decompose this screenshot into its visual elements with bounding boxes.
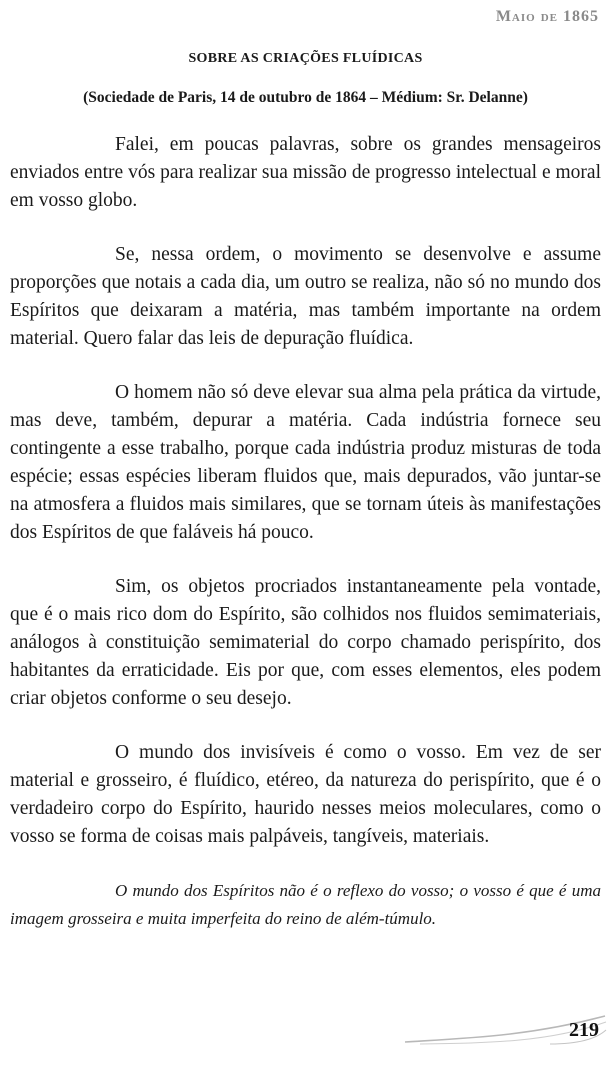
running-header: Maio de 1865 [495,8,599,25]
paragraph-2: Se, nessa ordem, o movimento se desenvolve e assume proporções que notais a cada dia, um outro se realiza, não só no mundo dos Espíritos que deixaram a matéria, mas também importante na ordem material. Quero falar das leis de depuração fluídica. [10,244,601,349]
paragraph-1: Falei, em poucas palavras, sobre os grandes mensageiros enviados entre vós para realizar sua missão de progresso intelectual e moral em vosso globo. [10,134,601,211]
paragraph-3: O homem não só deve elevar sua alma pela prática da virtude, mas deve, também, depurar a matéria. Cada indústria fornece seu contingente a esse trabalho, porque cada indústria produz misturas de toda espécie; essas espécies liberam fluidos que, mais depurados, vão juntar-se na atmosfera a fluidos mais similares, que se tornam úteis às manifestações dos Espíritos de que faláveis há pouco. [10,382,601,543]
closing-italic-paragraph: O mundo dos Espíritos não é o reflexo do vosso; o vosso é que é uma imagem grosseira e muita imperfeita do reino de além-túmulo. [10,881,601,928]
article-title: SOBRE AS CRIAÇÕES FLUÍDICAS [188,51,423,66]
article-subtitle: (Sociedade de Paris, 14 de outubro de 1864 – Médium: Sr. Delanne) [83,89,528,106]
paragraph-5: O mundo dos invisíveis é como o vosso. Em vez de ser material e grosseiro, é fluídico, etéreo, da natureza do perispírito, que é o verdadeiro corpo do Espírito, haurido nesses meios moleculares, como o vosso se forma de coisas mais palpáveis, tangíveis, materiais. [10,742,601,847]
paragraph-4: Sim, os objetos procriados instantaneamente pela vontade, que é o mais rico dom do Espírito, são colhidos nos fluidos semimateriais, análogos à constituição semimaterial do corpo chamado perispírito, dos habitantes da erraticidade. Eis por que, com esses elementos, eles podem criar objetos conforme o seu desejo. [10,576,601,709]
page-number: 219 [569,1019,599,1041]
article-body [10,131,601,959]
